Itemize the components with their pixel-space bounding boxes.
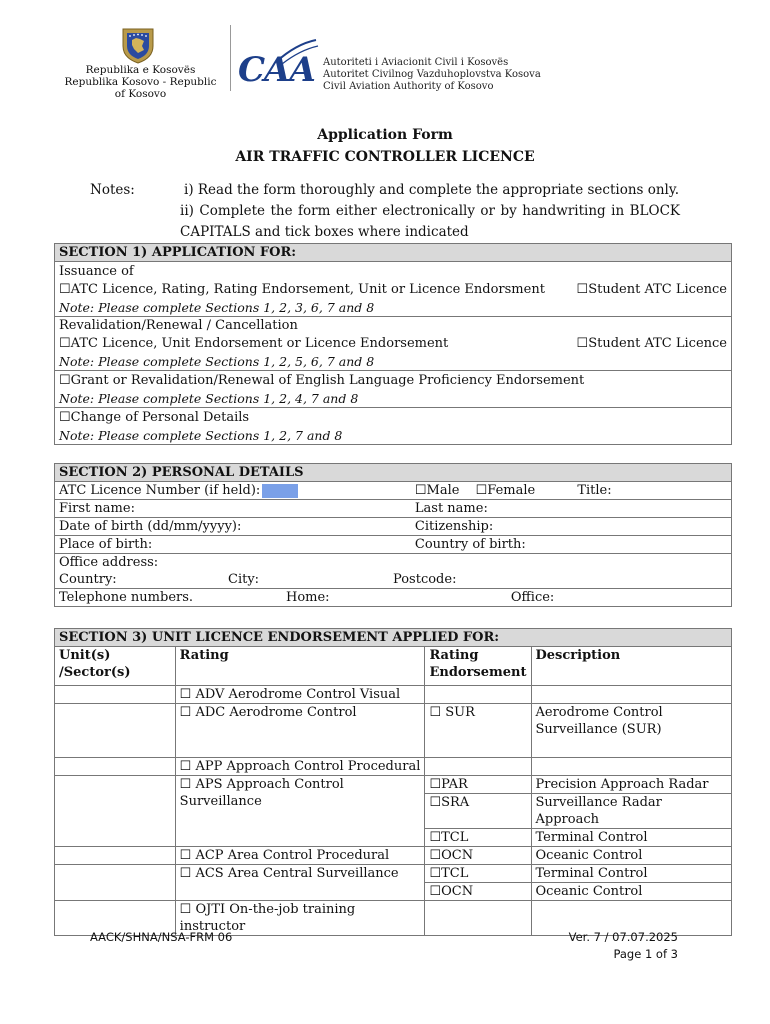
rating-aps-checkbox[interactable]: ☐ APS Approach Control Surveillance — [175, 776, 425, 847]
revalidation-atc-checkbox[interactable]: ☐ATC Licence, Unit Endorsement or Licence Endorsement — [59, 336, 449, 351]
form-title: Application Form — [317, 127, 453, 143]
unit-cell[interactable] — [55, 704, 176, 758]
form-version: Ver. 7 / 07.07.2025 — [568, 930, 678, 944]
title-label: Title: — [577, 483, 612, 498]
notes-label: Notes: — [90, 182, 135, 198]
change-details-checkbox[interactable]: ☐Change of Personal Details — [59, 410, 250, 425]
elp-checkbox[interactable]: ☐Grant or Revalidation/Renewal of English Language Proficiency Endorsement — [59, 373, 585, 388]
unit-cell[interactable] — [55, 686, 176, 704]
description-par: Precision Approach Radar — [531, 776, 732, 794]
office-address-label: Office address: — [59, 555, 159, 570]
cob-label: Country of birth: — [411, 536, 732, 554]
section1-table — [54, 243, 732, 445]
description-sur: Aerodrome Control Surveillance (SUR) — [531, 704, 732, 758]
dob-label: Date of birth (dd/mm/yyyy): — [55, 518, 411, 536]
revalidation-student-checkbox[interactable]: ☐Student ATC Licence — [576, 336, 727, 351]
office-phone-label: Office: — [411, 589, 732, 607]
issuance-note: Note: Please complete Sections 1, 2, 3, 6, 7 and 8 — [59, 300, 375, 315]
form-code: AACK/SHNA/NSA-FRM 06 — [90, 930, 233, 944]
endorsement-sra-checkbox[interactable]: ☐SRA — [425, 794, 531, 829]
rating-adv-checkbox[interactable]: ☐ ADV Aerodrome Control Visual — [175, 686, 425, 704]
rating-adc-checkbox[interactable]: ☐ ADC Aerodrome Control — [175, 704, 425, 758]
endorsement-sur-checkbox[interactable]: ☐ SUR — [425, 704, 531, 758]
rating-app-checkbox[interactable]: ☐ APP Approach Control Procedural — [175, 758, 425, 776]
atc-number-field[interactable] — [262, 484, 298, 498]
female-checkbox[interactable]: ☐Female — [475, 483, 536, 498]
caa-logo-text: CAA — [238, 50, 315, 90]
rating-acp-checkbox[interactable]: ☐ ACP Area Control Procedural — [175, 847, 425, 865]
description-ocn: Oceanic Control — [531, 847, 732, 865]
endorsement-cell — [425, 758, 531, 776]
unit-cell[interactable] — [55, 758, 176, 776]
issuance-label: Issuance of — [59, 264, 134, 279]
caa-logo — [236, 38, 322, 90]
rating-ojti-checkbox[interactable]: ☐ OJTI On-the-job training instructor — [175, 901, 425, 936]
republic-name: Republika e Kosovës — [85, 64, 196, 76]
note-1: i) Read the form thoroughly and complete the appropriate sections only. — [184, 182, 680, 198]
citizenship-label: Citizenship: — [411, 518, 732, 536]
kosovo-coat-of-arms-icon — [120, 26, 156, 64]
page-number: Page 1 of 3 — [613, 947, 678, 961]
unit-cell[interactable] — [55, 847, 176, 865]
elp-note: Note: Please complete Sections 1, 2, 4, 7 and 8 — [59, 391, 359, 406]
col-rating-header: Rating — [175, 647, 425, 686]
description-tcl: Terminal Control — [531, 829, 732, 847]
description-tcl: Terminal Control — [531, 865, 732, 883]
header-divider — [230, 25, 231, 91]
revalidation-label: Revalidation/Renewal / Cancellation — [59, 318, 298, 333]
section3-table — [54, 628, 732, 936]
revalidation-note: Note: Please complete Sections 1, 2, 5, 6, 7 and 8 — [59, 354, 375, 369]
republic-name-translations: Republika Kosovo - Republic of Kosovo — [64, 76, 217, 100]
telephone-label: Telephone numbers. — [59, 590, 194, 605]
atc-number-label: ATC Licence Number (if held): — [59, 483, 261, 498]
col-unit-header: Unit(s) /Sector(s) — [55, 647, 176, 686]
caa-name-albanian: Autoriteti i Aviacionit Civil i Kosovës — [323, 57, 509, 68]
country-label: Country: — [59, 572, 117, 587]
note-3: CAPITALS and tick boxes where indicated — [180, 224, 469, 240]
first-name-label: First name: — [55, 500, 411, 518]
section2-header: SECTION 2) PERSONAL DETAILS — [55, 464, 732, 482]
caa-name-english: Civil Aviation Authority of Kosovo — [323, 81, 494, 92]
description-cell — [531, 686, 732, 704]
note-2: ii) Complete the form either electronically or by handwriting in BLOCK — [180, 203, 680, 219]
section1-header: SECTION 1) APPLICATION FOR: — [55, 244, 732, 262]
form-subtitle: AIR TRAFFIC CONTROLLER LICENCE — [235, 149, 535, 165]
endorsement-par-checkbox[interactable]: ☐PAR — [425, 776, 531, 794]
section2-table — [54, 463, 732, 607]
issuance-atc-checkbox[interactable]: ☐ATC Licence, Rating, Rating Endorsement, Unit or Licence Endorsment — [59, 282, 545, 297]
issuance-student-checkbox[interactable]: ☐Student ATC Licence — [576, 282, 727, 297]
description-ocn: Oceanic Control — [531, 883, 732, 901]
description-cell — [531, 758, 732, 776]
home-phone-label: Home: — [286, 590, 330, 605]
endorsement-cell — [425, 901, 531, 936]
unit-cell[interactable] — [55, 865, 176, 901]
pob-label: Place of birth: — [55, 536, 411, 554]
unit-cell[interactable] — [55, 776, 176, 847]
last-name-label: Last name: — [411, 500, 732, 518]
endorsement-cell — [425, 686, 531, 704]
description-sra: Surveillance Radar Approach — [531, 794, 732, 829]
endorsement-ocn-checkbox[interactable]: ☐OCN — [425, 847, 531, 865]
postcode-label: Postcode: — [393, 572, 457, 587]
endorsement-tcl-checkbox[interactable]: ☐TCL — [425, 829, 531, 847]
endorsement-tcl-checkbox[interactable]: ☐TCL — [425, 865, 531, 883]
male-checkbox[interactable]: ☐Male — [414, 483, 460, 498]
rating-acs-checkbox[interactable]: ☐ ACS Area Central Surveillance — [175, 865, 425, 901]
endorsement-ocn-checkbox[interactable]: ☐OCN — [425, 883, 531, 901]
col-endorsement-header: Rating Endorsement — [425, 647, 531, 686]
col-description-header: Description — [531, 647, 732, 686]
change-details-note: Note: Please complete Sections 1, 2, 7 and 8 — [59, 428, 343, 443]
caa-name-serbian: Autoritet Civilnog Vazduhoplovstva Kosova — [323, 69, 541, 80]
city-label: City: — [228, 572, 260, 587]
section3-header: SECTION 3) UNIT LICENCE ENDORSEMENT APPLIED FOR: — [55, 629, 732, 647]
